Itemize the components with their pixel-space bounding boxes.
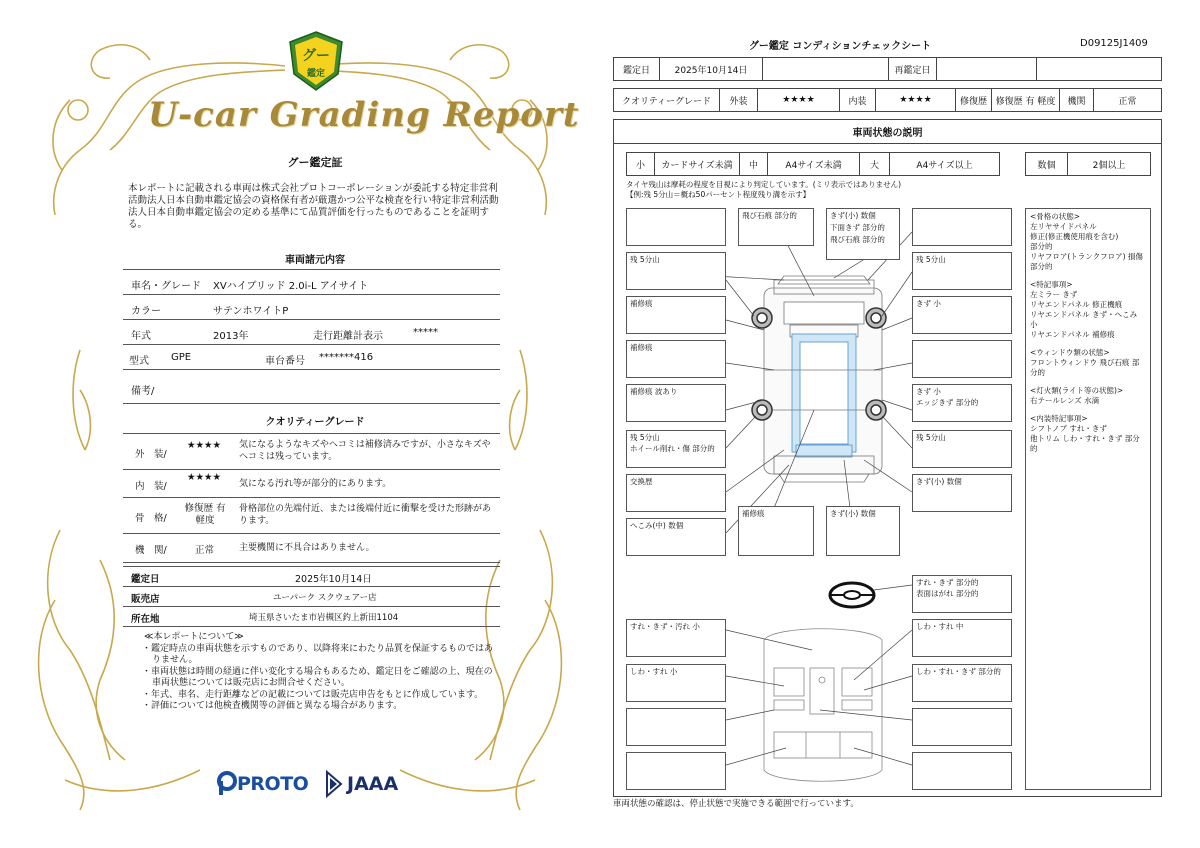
damage-text: きず(小) 数個 <box>830 211 876 220</box>
footer-row-address <box>123 608 500 627</box>
remarks-line: リヤエンドパネル きず・へこみ 小 <box>1030 310 1138 329</box>
damage-box <box>826 208 900 260</box>
remarks-group-title: <特記事項> <box>1030 280 1073 289</box>
damage-box <box>912 208 1012 246</box>
remarks-group-title: <骨格の状態> <box>1030 212 1081 221</box>
legend-small-desc: カードサイズ未満 <box>655 153 740 175</box>
damage-box <box>626 208 726 246</box>
footer-label: 所在地 <box>131 614 160 625</box>
interior-box: しわ・すれ 中 <box>912 619 1012 657</box>
footer-row-shop <box>123 588 500 607</box>
spec-value: ***** <box>413 327 438 338</box>
repair-label: 修復歴 <box>956 89 992 111</box>
spec-value: 2013年 <box>213 331 249 342</box>
remarks-line: 右テールレンズ 水滴 <box>1030 396 1100 405</box>
remarks-group-title: <内装特記事項> <box>1030 414 1088 423</box>
spec-label: 型式 <box>129 356 149 367</box>
report-script-title: U-car Grading Report <box>148 95 580 135</box>
quality-grade: 正常 <box>195 545 215 556</box>
footer-value: ユーパーク スクウェアー店 <box>273 593 377 603</box>
proto-logo <box>215 768 315 800</box>
repair-value: 修復歴 有 軽度 <box>992 89 1060 111</box>
sheet-code: D09125J1409 <box>1080 38 1148 49</box>
quality-table <box>613 88 1162 112</box>
quality-row-engine <box>123 535 500 563</box>
redate-label: 再鑑定日 <box>889 58 937 80</box>
proto-logo-text: PROTO <box>237 773 309 795</box>
jaaa-mark-icon <box>325 770 343 798</box>
remarks-panel <box>1025 208 1151 790</box>
vehicle-state-title: 車両状態の説明 <box>614 120 1161 144</box>
quality-grade: ★★★★ <box>187 440 222 451</box>
damage-box: 残 5分山 <box>626 252 726 290</box>
damage-box: きず(小) 数個 <box>912 474 1012 512</box>
note-item: ・評価については他検査機関等の評価と異なる場合があります。 <box>142 701 403 711</box>
spec-label: 車名・グレード <box>131 281 201 292</box>
quality-label: 外 装/ <box>135 449 167 460</box>
certificate-title: グー鑑定証 <box>287 156 343 169</box>
spec-value: GPE <box>171 352 192 363</box>
damage-box: 残 5分山 <box>912 252 1012 290</box>
legend-mid-desc: A4サイズ未満 <box>768 153 860 175</box>
spec-value: XVハイブリッド 2.0i-L アイサイト <box>213 281 369 292</box>
proto-mark-icon <box>217 771 237 797</box>
interior-box <box>912 708 1012 746</box>
damage-box: 補修痕 <box>626 340 726 378</box>
interior-box: しわ・すれ・きず 部分的 <box>912 664 1012 702</box>
date-label: 鑑定日 <box>614 58 660 80</box>
remarks-line: 修正(修正機使用痕を含む) <box>1030 232 1119 241</box>
legend-count: 数個 <box>1026 153 1068 175</box>
redate-value <box>937 58 1037 80</box>
goo-kantei-badge-icon <box>288 30 344 92</box>
remarks-line: リヤエンドパネル 修正機痕 <box>1030 300 1123 309</box>
damage-text: きず 小 <box>916 387 941 396</box>
interior-label: 内装 <box>840 89 876 111</box>
damage-box: きず 小 <box>912 296 1012 334</box>
legend-large-desc: A4サイズ以上 <box>916 160 973 171</box>
quality-label: 内 装/ <box>135 481 167 492</box>
note-item: ・車両状態は時間の経過に伴い変化する場合もあるため、鑑定日をご確認の上、現在の車両状態については販売店にお問合せください。 <box>142 666 493 688</box>
footer-label: 鑑定日 <box>131 574 160 585</box>
quality-row-exterior <box>123 435 500 470</box>
damage-text: ホイール削れ・傷 部分的 <box>630 444 715 453</box>
quality-label: 機 関/ <box>135 545 167 556</box>
spec-row-remarks <box>123 374 500 404</box>
engine-label: 機関 <box>1060 89 1094 111</box>
jaaa-logo <box>325 768 405 800</box>
damage-box: 残 5分山 <box>912 430 1012 468</box>
damage-text: 残 5分山 <box>630 433 660 442</box>
spec-row-type <box>123 346 500 370</box>
quality-description: 骨格部位の先端付近、または後端付近に衝撃を受けた形跡があります。 <box>239 504 492 526</box>
quality-label: 骨 格/ <box>135 513 167 524</box>
legend-count-desc: 2個以上 <box>1092 160 1126 171</box>
legend-large: 大 <box>860 153 890 175</box>
remarks-group <box>1030 386 1146 406</box>
remarks-group <box>1030 280 1146 340</box>
redate-spacer <box>1037 58 1161 80</box>
remarks-line: フロントウィンドウ 飛び石痕 部分的 <box>1030 358 1140 377</box>
spec-label: 車台番号 <box>265 356 305 367</box>
damage-text: 飛び石痕 部分的 <box>830 235 885 244</box>
remarks-group-title: <灯火類(ライト等の状態)> <box>1030 386 1124 395</box>
damage-box <box>626 430 726 468</box>
interior-box <box>626 708 726 746</box>
footer-value: 2025年10月14日 <box>295 574 372 585</box>
steering-wheel-icon <box>830 583 874 607</box>
footer-row-date <box>123 568 500 587</box>
interior-text: 表面はがれ 部分的 <box>916 589 979 598</box>
interior-box <box>912 752 1012 790</box>
interior-text: すれ・きず 部分的 <box>916 578 979 587</box>
quality-section-title: クオリティーグレード <box>265 417 365 428</box>
condition-check-sheet <box>600 0 1200 848</box>
quality-grade: 修復歴 有 軽度 <box>184 503 226 526</box>
report-notes <box>140 632 500 713</box>
spec-label: 備考/ <box>131 386 155 397</box>
jaaa-logo-text: JAAA <box>347 773 399 795</box>
footer-label: 販売店 <box>131 594 160 605</box>
note-item: ・年式、車名、走行距離などの記載については販売店申告をもとに作成しています。 <box>142 689 484 700</box>
damage-box: 補修痕 <box>626 296 726 334</box>
quality-description: 主要機関に不具合はありません。 <box>239 543 375 553</box>
damage-box: 補修痕 <box>738 506 814 556</box>
note-item: ・鑑定時点の車両状態を示すものであり、以降将来にわたり品質を保証するものではありません。 <box>142 643 494 665</box>
exterior-value: ★★★★ <box>758 89 840 111</box>
quality-grade-label: クオリティーグレード <box>614 89 720 111</box>
spec-label: カラー <box>131 306 161 317</box>
spec-value: *******416 <box>319 352 374 363</box>
remarks-line: リヤエンドパネル 補修痕 <box>1030 330 1115 339</box>
svg-text:グー: グー <box>302 48 330 64</box>
damage-box: 交換歴 <box>626 474 726 512</box>
exterior-label: 外装 <box>720 89 758 111</box>
remarks-group <box>1030 348 1146 378</box>
spec-row-year <box>123 321 500 345</box>
footer-value: 埼玉県さいたま市岩槻区釣上新田1104 <box>249 613 399 623</box>
sheet-footer-note: 車両状態の確認は、停止状態で実施できる範囲で行っています。 <box>613 799 859 809</box>
spec-value: サテンホワイトP <box>213 306 289 317</box>
damage-box: へこみ(中) 数個 <box>626 518 726 556</box>
quality-description: 気になる汚れ等が部分的にあります。 <box>239 479 392 489</box>
remarks-group <box>1030 414 1146 454</box>
spec-row-color <box>123 296 500 320</box>
remarks-line: 部分的 <box>1030 262 1053 271</box>
remarks-line: 他トリム しわ・すれ・きず 部分的 <box>1030 434 1140 453</box>
damage-box: 補修痕 波あり <box>626 384 726 422</box>
date-spacer <box>763 58 889 80</box>
spec-label: 年式 <box>131 331 151 342</box>
interior-box <box>626 752 726 790</box>
remarks-line: 部分的 <box>1030 242 1053 251</box>
remarks-line: 左ミラー きず <box>1030 290 1078 299</box>
damage-box <box>912 384 1012 422</box>
interior-box <box>912 575 1012 613</box>
tire-note-line: タイヤ残山は摩耗の程度を目視により判定しています。(ミリ表示ではありません) <box>626 180 902 189</box>
date-table <box>613 57 1162 81</box>
vehicle-state-frame <box>613 119 1162 797</box>
damage-text: エッジきず 部分的 <box>916 398 979 407</box>
interior-box: すれ・きず・汚れ 小 <box>626 619 726 657</box>
interior-value: ★★★★ <box>876 89 956 111</box>
certificate-text: 本レポートに記載される車両は株式会社プロトコーポレーションが委託する特定非営利活動法人日本自動車鑑定協会の資格保有者が厳選かつ公平な検査を行い特定非営利活動法人日本自動車鑑定協会の定める基準にて品質評価を行ったものであることを証明する。 <box>128 183 499 230</box>
remarks-group <box>1030 212 1146 272</box>
notes-title: ≪本レポートについて≫ <box>144 632 244 642</box>
quality-row-interior <box>123 471 500 498</box>
svg-text:鑑定: 鑑定 <box>306 69 326 79</box>
quality-grade: ★★★★ <box>187 472 222 483</box>
damage-box <box>912 340 1012 378</box>
tire-note-line: 【例:残 5分山＝概ね50パーセント程度残り溝を示す】 <box>626 190 811 199</box>
remarks-group-title: <ウィンドウ類の状態> <box>1030 348 1110 357</box>
remarks-line: 左リヤサイドパネル <box>1030 222 1097 231</box>
remarks-line: リヤフロア(トランクフロア) 損傷 <box>1030 252 1143 261</box>
quality-description: 気になるようなキズやヘコミは補修済みですが、小さなキズやヘコミは残っています。 <box>239 440 491 462</box>
remarks-line: シフトノブ すれ・きず <box>1030 424 1107 433</box>
spec-row-model <box>123 271 500 295</box>
spec-section-title: 車両諸元内容 <box>285 255 345 266</box>
legend-small: 小 <box>627 153 655 175</box>
spec-label: 走行距離計表示 <box>313 331 383 342</box>
engine-value: 正常 <box>1118 96 1137 107</box>
date-value: 2025年10月14日 <box>660 58 763 80</box>
damage-box: 飛び石痕 部分的 <box>738 208 814 246</box>
sheet-title: グー鑑定 コンディションチェックシート <box>748 41 932 52</box>
damage-box: きず(小) 数個 <box>826 506 900 556</box>
quality-row-frame <box>123 499 500 534</box>
damage-text: 下面きず 部分的 <box>830 223 885 232</box>
interior-box: しわ・すれ 小 <box>626 664 726 702</box>
legend-mid: 中 <box>740 153 768 175</box>
